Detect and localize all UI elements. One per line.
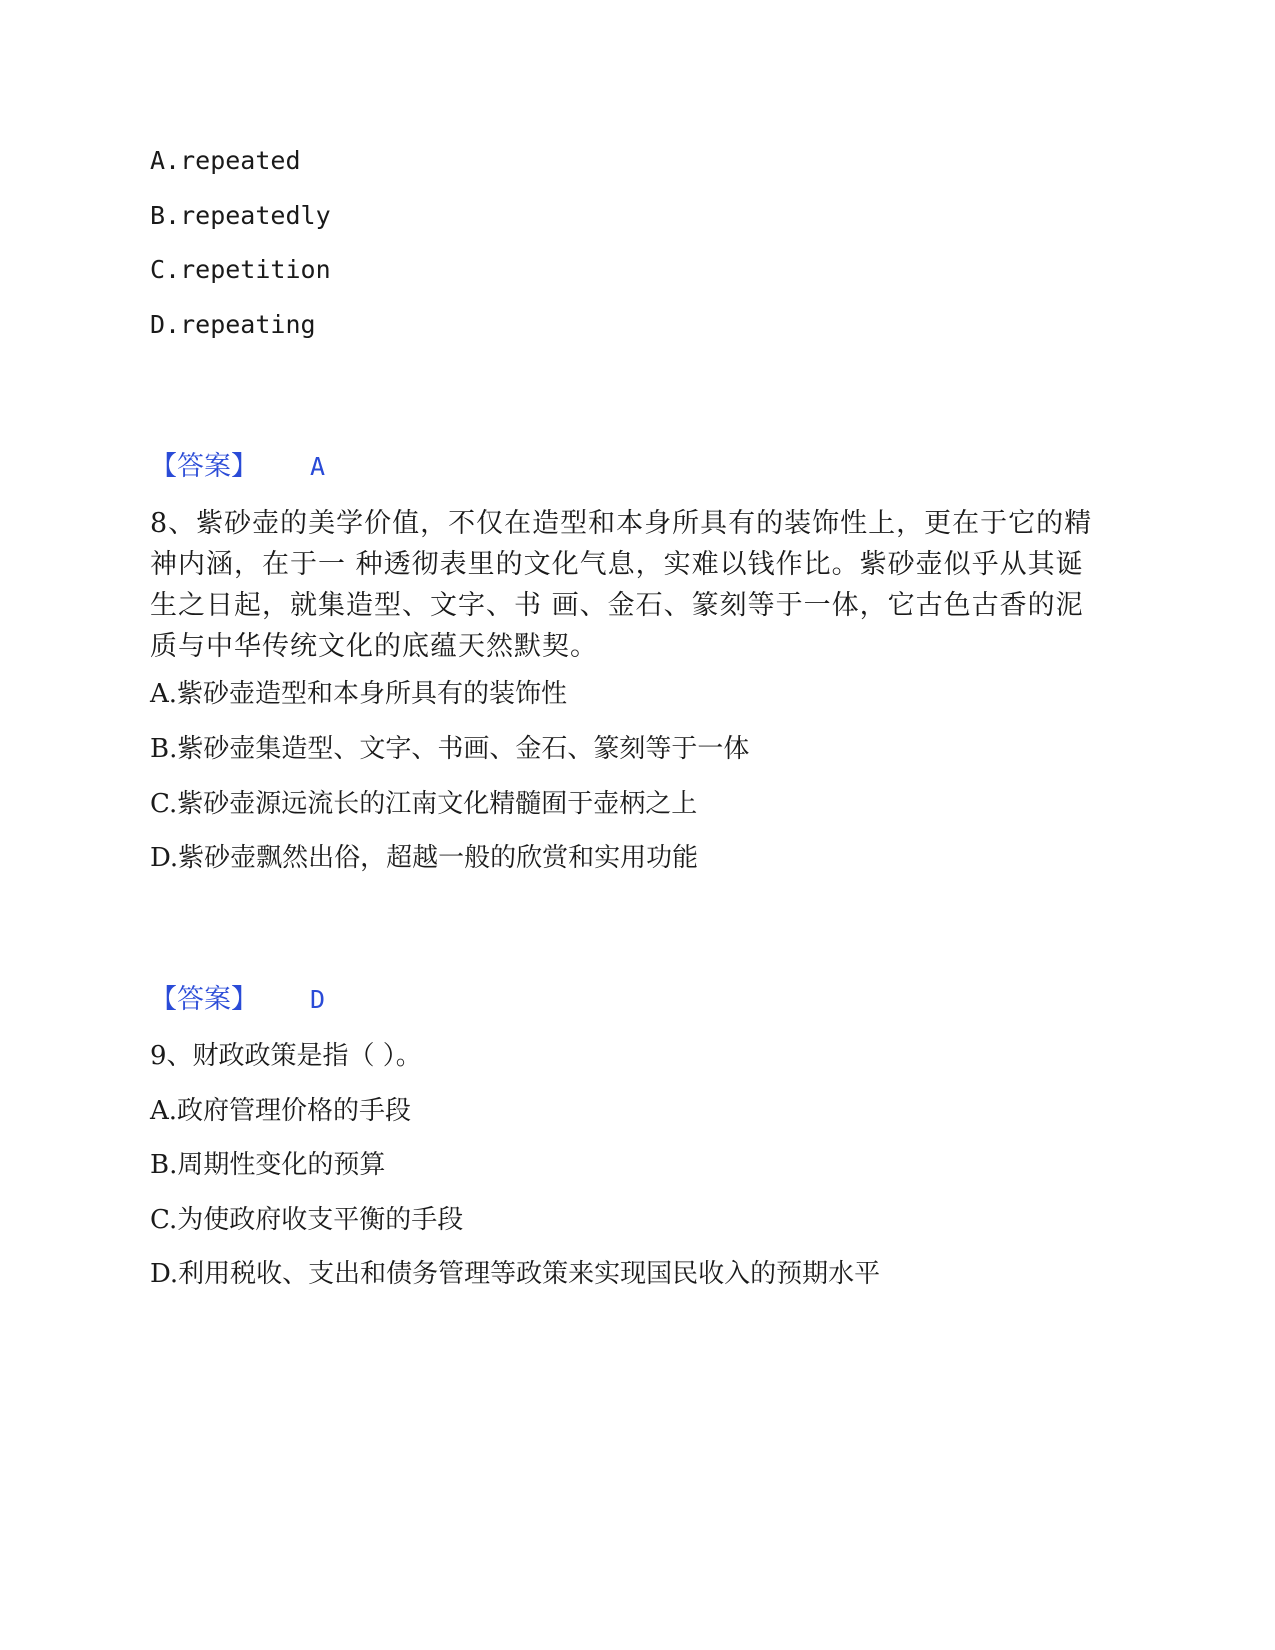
answer-value: A bbox=[310, 452, 326, 481]
q8-stem: 8、紫砂壶的美学价值，不仅在造型和本身所具有的装饰性上，更在于它的精神内涵，在于一 种透彻表里的文化气息，实难以钱作比。紫砂壶似乎从其诞生之日起，就集造型、文字、书 画、金石、篆刻等于一体，它古色古香的泥质与中华传统文化的底蕴天然默契。 bbox=[150, 508, 1093, 662]
answer-label: 【答案】 bbox=[150, 984, 258, 1015]
answer-label: 【答案】 bbox=[150, 451, 258, 482]
q9-option-b: B.周期性变化的预算 bbox=[150, 1150, 386, 1180]
q8-option-b: B.紫砂壶集造型、文字、书画、金石、篆刻等于一体 bbox=[150, 734, 750, 764]
q7-option-c: C.repetition bbox=[150, 255, 331, 284]
q9-option-d: D.利用税收、支出和债务管理等政策来实现国民收入的预期水平 bbox=[150, 1259, 881, 1289]
q7-answer bbox=[150, 448, 325, 486]
q7-option-a: A.repeated bbox=[150, 146, 301, 175]
q8-answer bbox=[150, 981, 325, 1019]
q9-option-c: C.为使政府收支平衡的手段 bbox=[150, 1205, 464, 1235]
q7-option-b: B.repeatedly bbox=[150, 201, 331, 230]
answer-value: D bbox=[310, 985, 326, 1014]
q9-option-a: A.政府管理价格的手段 bbox=[150, 1096, 412, 1126]
q7-option-d: D.repeating bbox=[150, 310, 316, 339]
q9-stem: 9、财政政策是指（ ）。 bbox=[150, 1041, 422, 1071]
q8-option-a: A.紫砂壶造型和本身所具有的装饰性 bbox=[150, 679, 568, 709]
q8-option-d: D.紫砂壶飘然出俗，超越一般的欣赏和实用功能 bbox=[150, 843, 699, 873]
q8-option-c: C.紫砂壶源远流长的江南文化精髓囿于壶柄之上 bbox=[150, 789, 698, 819]
